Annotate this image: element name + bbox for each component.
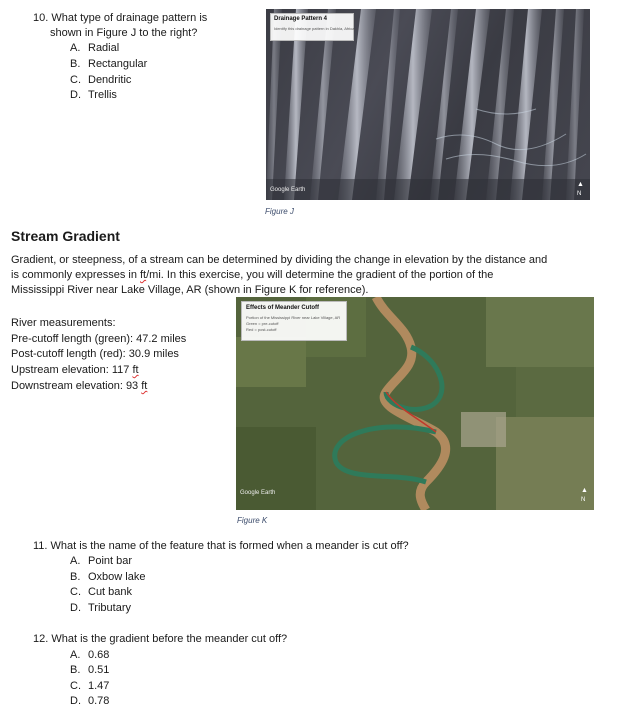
section-paragraph-line1: Gradient, or steepness, of a stream can be determined by dividing the change in elevation by the distance and	[11, 254, 548, 266]
figure-k-image	[236, 297, 594, 510]
section-title: Stream Gradient	[11, 228, 120, 244]
q11-option-b: B. Oxbow lake	[70, 571, 146, 583]
figure-j-caption: Figure J	[265, 207, 294, 216]
q10-option-c: C. Dendritic	[70, 74, 132, 86]
q12-option-d: D. 0.78	[70, 695, 110, 707]
north-arrow-icon: ▲ N	[581, 487, 588, 503]
q12-prompt: 12. What is the gradient before the meander cut off?	[33, 633, 288, 645]
q10-option-a: A. Radial	[70, 42, 120, 54]
q11-option-d: D. Tributary	[70, 602, 131, 614]
q11-option-c: C. Cut bank	[70, 586, 133, 598]
q10-prompt-line2: shown in Figure J to the right?	[50, 27, 198, 39]
q11-option-a: A. Point bar	[70, 555, 133, 567]
google-earth-watermark: Google Earth	[270, 187, 306, 193]
figure-j-image	[266, 9, 590, 200]
q12-option-a: A. 0.68	[70, 649, 110, 661]
section-paragraph-line2: is commonly expresses in ft/mi. In this exercise, you will determine the gradient of the portion of the	[11, 269, 494, 281]
q10-option-b: B. Rectangular	[70, 58, 148, 70]
measurements-heading: River measurements:	[11, 317, 116, 329]
post-cutoff-length: Post-cutoff length (red): 30.9 miles	[11, 348, 179, 360]
q12-option-b: B. 0.51	[70, 664, 110, 676]
q10-prompt-line1: 10. What type of drainage pattern is	[33, 12, 208, 24]
google-earth-watermark: Google Earth	[240, 490, 276, 496]
q12-option-c: C. 1.47	[70, 680, 110, 692]
downstream-elevation: Downstream elevation: 93 ft	[11, 380, 148, 392]
north-arrow-icon: ▲ N	[577, 181, 584, 197]
upstream-elevation: Upstream elevation: 117 ft	[11, 364, 139, 376]
section-paragraph-line3: Mississippi River near Lake Village, AR (shown in Figure K for reference).	[11, 284, 369, 296]
pre-cutoff-length: Pre-cutoff length (green): 47.2 miles	[11, 333, 187, 345]
figure-k-caption: Figure K	[237, 516, 268, 525]
q11-prompt: 11. What is the name of the feature that is formed when a meander is cut off?	[33, 540, 409, 552]
figure-k-label-box: Effects of Meander Cutoff Portion of the Mississippi River near Lake Village, AR Green = pre-cutoff Red = post-cutoff	[241, 301, 347, 341]
q10-option-d: D. Trellis	[70, 89, 117, 101]
figure-j-label-box: Drainage Pattern 4 Identify this drainage pattern in Dakhla, Africa	[270, 13, 354, 41]
